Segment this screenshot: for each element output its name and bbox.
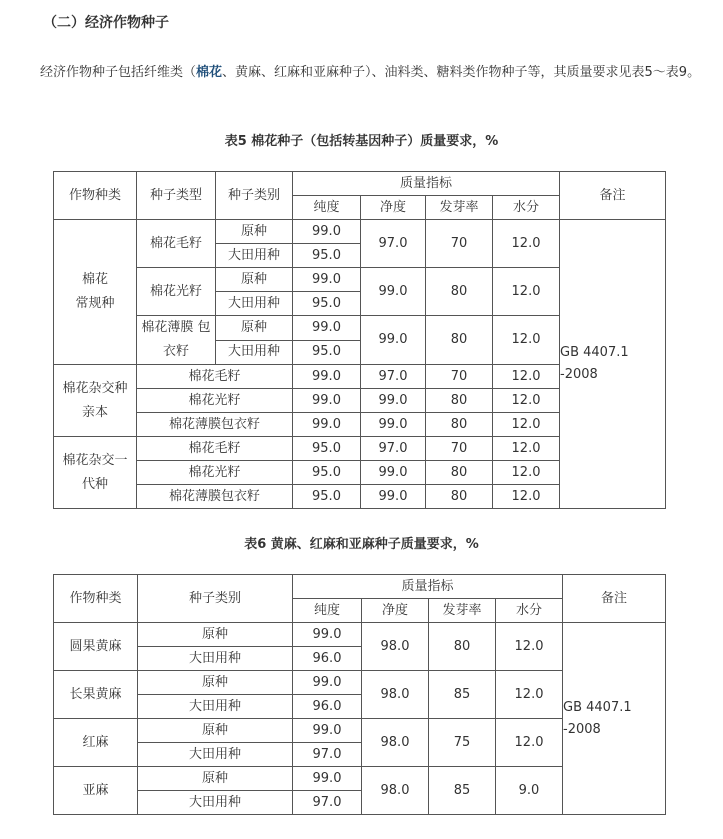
purity-cell: 95.0 — [293, 292, 361, 316]
germination-cell: 80 — [426, 316, 493, 365]
seed-class-cell: 原种 — [216, 268, 293, 292]
purity-cell: 99.0 — [293, 413, 361, 437]
moisture-cell: 12.0 — [493, 220, 560, 268]
header-germination: 发芽率 — [426, 196, 493, 220]
cleanliness-cell: 99.0 — [361, 413, 426, 437]
purity-cell: 99.0 — [293, 719, 362, 743]
table-row — [54, 220, 666, 244]
intro-suffix: 、黄麻、红麻和亚麻种子）、油料类、糖料类作物种子等，其质量要求见表5～表9。 — [222, 65, 701, 80]
moisture-cell: 12.0 — [496, 623, 563, 671]
header-crop: 作物种类 — [54, 172, 137, 220]
cleanliness-cell: 97.0 — [361, 220, 426, 268]
seed-type-cell: 棉花毛籽 — [137, 437, 293, 461]
cleanliness-cell: 99.0 — [361, 461, 426, 485]
purity-cell: 95.0 — [293, 461, 361, 485]
moisture-cell: 12.0 — [493, 268, 560, 316]
purity-cell: 99.0 — [293, 389, 361, 413]
germination-cell: 70 — [426, 365, 493, 389]
purity-cell: 95.0 — [293, 340, 361, 365]
purity-cell: 96.0 — [293, 695, 362, 719]
table6-caption: 表6 黄麻、红麻和亚麻种子质量要求，% — [244, 537, 479, 552]
moisture-cell: 12.0 — [493, 485, 560, 509]
header-seed-type: 种子类型 — [137, 172, 216, 220]
seed-class-cell: 大田用种 — [138, 695, 293, 719]
crop-cell: 红麻 — [54, 719, 138, 767]
seed-type-cell: 棉花薄膜包衣籽 — [137, 485, 293, 509]
moisture-cell: 12.0 — [496, 671, 563, 719]
purity-cell: 99.0 — [293, 671, 362, 695]
purity-cell: 95.0 — [293, 244, 361, 268]
seed-class-cell: 大田用种 — [138, 791, 293, 815]
seed-type-cell: 棉花光籽 — [137, 268, 216, 316]
crop-cell: 棉花杂交一 代种 — [54, 437, 137, 509]
table6 — [53, 574, 666, 815]
header-note: 备注 — [563, 575, 666, 623]
seed-type-cell: 棉花光籽 — [137, 389, 293, 413]
seed-type-cell: 棉花薄膜 包衣籽 — [137, 316, 216, 365]
header-moisture: 水分 — [496, 599, 563, 623]
header-seed-class: 种子类别 — [216, 172, 293, 220]
cleanliness-cell: 97.0 — [361, 365, 426, 389]
seed-class-cell: 大田用种 — [138, 647, 293, 671]
table5-caption: 表5 棉花种子（包括转基因种子）质量要求，% — [224, 134, 499, 149]
intro-paragraph — [14, 60, 714, 85]
intro-highlight-link[interactable]: 棉花 — [196, 65, 223, 80]
purity-cell: 96.0 — [293, 647, 362, 671]
header-purity: 纯度 — [293, 599, 362, 623]
intro-prefix: 经济作物种子包括纤维类（ — [40, 65, 197, 80]
purity-cell: 99.0 — [293, 623, 362, 647]
purity-cell: 95.0 — [293, 437, 361, 461]
crop-cell: 长果黄麻 — [54, 671, 138, 719]
germination-cell: 80 — [426, 268, 493, 316]
germination-cell: 70 — [426, 220, 493, 268]
header-purity: 纯度 — [293, 196, 361, 220]
header-quality: 质量指标 — [293, 575, 563, 599]
header-seed-class: 种子类别 — [138, 575, 293, 623]
seed-type-cell: 棉花光籽 — [137, 461, 293, 485]
cleanliness-cell: 98.0 — [362, 623, 429, 671]
cleanliness-cell: 98.0 — [362, 671, 429, 719]
germination-cell: 70 — [426, 437, 493, 461]
germination-cell: 80 — [426, 461, 493, 485]
moisture-cell: 12.0 — [493, 461, 560, 485]
moisture-cell: 12.0 — [493, 316, 560, 365]
seed-class-cell: 原种 — [138, 671, 293, 695]
header-cleanliness: 净度 — [361, 196, 426, 220]
note-cell: GB 4407.1 -2008 — [563, 623, 666, 815]
germination-cell: 75 — [429, 719, 496, 767]
header-note: 备注 — [560, 172, 666, 220]
cleanliness-cell: 97.0 — [361, 437, 426, 461]
seed-class-cell: 大田用种 — [216, 292, 293, 316]
purity-cell: 97.0 — [293, 791, 362, 815]
header-crop: 作物种类 — [54, 575, 138, 623]
moisture-cell: 9.0 — [496, 767, 563, 815]
seed-type-cell: 棉花毛籽 — [137, 220, 216, 268]
table5 — [53, 171, 666, 509]
germination-cell: 80 — [426, 485, 493, 509]
cleanliness-cell: 99.0 — [361, 485, 426, 509]
moisture-cell: 12.0 — [493, 413, 560, 437]
moisture-cell: 12.0 — [493, 437, 560, 461]
seed-type-cell: 棉花薄膜包衣籽 — [137, 413, 293, 437]
purity-cell: 99.0 — [293, 268, 361, 292]
cleanliness-cell: 99.0 — [361, 268, 426, 316]
purity-cell: 97.0 — [293, 743, 362, 767]
purity-cell: 99.0 — [293, 316, 361, 341]
seed-class-cell: 原种 — [138, 767, 293, 791]
moisture-cell: 12.0 — [496, 719, 563, 767]
crop-cell: 棉花 常规种 — [54, 220, 137, 365]
header-cleanliness: 净度 — [362, 599, 429, 623]
cleanliness-cell: 98.0 — [362, 767, 429, 815]
germination-cell: 80 — [429, 623, 496, 671]
header-quality: 质量指标 — [293, 172, 560, 196]
purity-cell: 95.0 — [293, 485, 361, 509]
seed-class-cell: 原种 — [216, 316, 293, 341]
germination-cell: 80 — [426, 413, 493, 437]
header-germination: 发芽率 — [429, 599, 496, 623]
seed-type-cell: 棉花毛籽 — [137, 365, 293, 389]
germination-cell: 85 — [429, 767, 496, 815]
section-heading: （二）经济作物种子 — [43, 15, 169, 31]
seed-class-cell: 大田用种 — [216, 340, 293, 365]
purity-cell: 99.0 — [293, 365, 361, 389]
seed-class-cell: 大田用种 — [138, 743, 293, 767]
table-row — [54, 623, 666, 647]
germination-cell: 85 — [429, 671, 496, 719]
purity-cell: 99.0 — [293, 220, 361, 244]
seed-class-cell: 原种 — [216, 220, 293, 244]
moisture-cell: 12.0 — [493, 389, 560, 413]
purity-cell: 99.0 — [293, 767, 362, 791]
moisture-cell: 12.0 — [493, 365, 560, 389]
seed-class-cell: 大田用种 — [216, 244, 293, 268]
seed-class-cell: 原种 — [138, 623, 293, 647]
cleanliness-cell: 99.0 — [361, 389, 426, 413]
crop-cell: 亚麻 — [54, 767, 138, 815]
note-cell: GB 4407.1 -2008 — [560, 220, 666, 509]
cleanliness-cell: 99.0 — [361, 316, 426, 365]
header-moisture: 水分 — [493, 196, 560, 220]
crop-cell: 棉花杂交种 亲本 — [54, 365, 137, 437]
crop-cell: 圆果黄麻 — [54, 623, 138, 671]
cleanliness-cell: 98.0 — [362, 719, 429, 767]
germination-cell: 80 — [426, 389, 493, 413]
seed-class-cell: 原种 — [138, 719, 293, 743]
